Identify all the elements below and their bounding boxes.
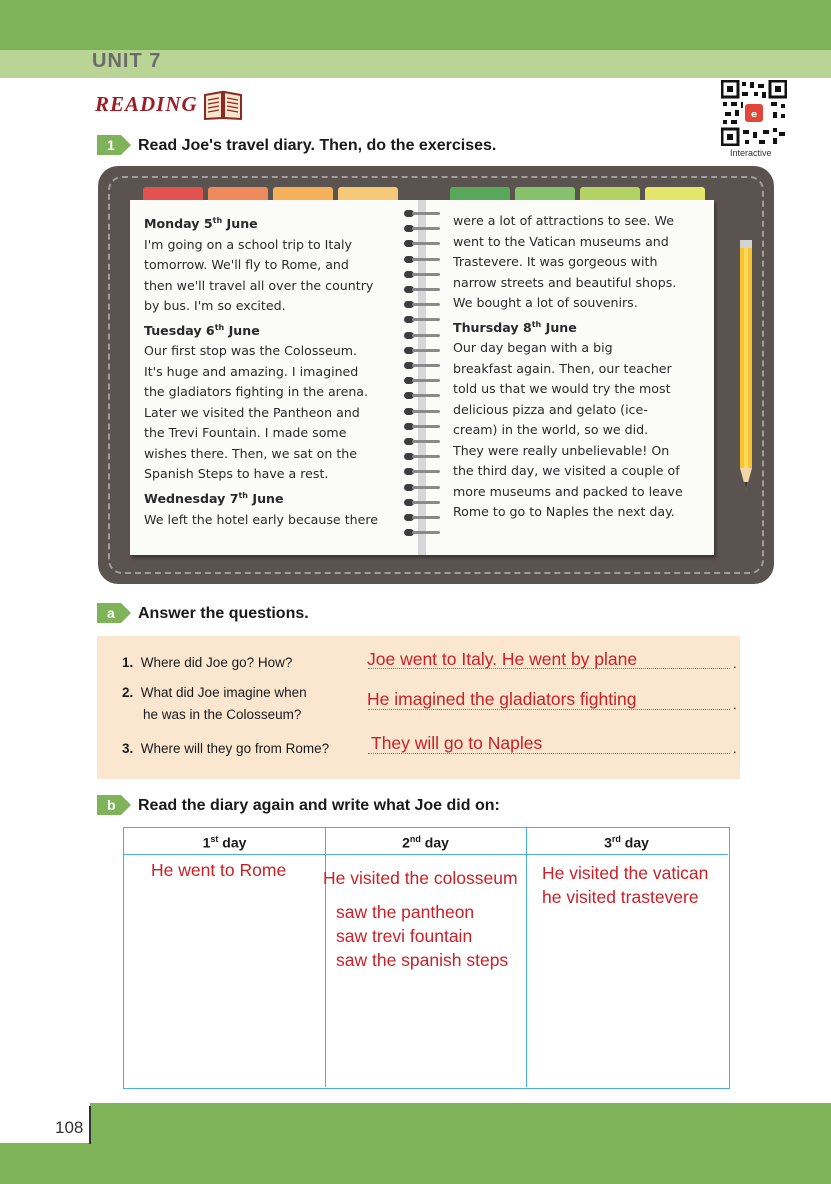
- exercise-letter-badge: a: [97, 603, 121, 623]
- diary-line: breakfast again. Then, our teacher: [453, 360, 672, 376]
- question-2: 2. What did Joe imagine when: [122, 685, 307, 700]
- spiral-ring: [404, 514, 440, 521]
- page-number: 108: [55, 1118, 84, 1137]
- spiral-ring: [404, 438, 440, 445]
- diary-line: more museums and packed to leave: [453, 483, 683, 499]
- diary-line: Our first stop was the Colosseum.: [144, 343, 357, 359]
- table-header-day-2: 2nd day: [402, 834, 449, 851]
- question-1: 1. Where did Joe go? How?: [122, 655, 293, 670]
- diary-line: cream) in the world, so we did.: [453, 422, 649, 438]
- diary-text-left: [144, 211, 406, 530]
- day-2-answer-line-1: saw the pantheon: [336, 902, 475, 922]
- days-table: [123, 827, 730, 1089]
- diary-line: narrow streets and beautiful shops.: [453, 274, 677, 290]
- qr-code-icon[interactable]: [721, 80, 787, 146]
- spiral-ring: [404, 271, 440, 278]
- unit-title: UNIT 7: [92, 50, 162, 72]
- diary-line: delicious pizza and gelato (ice-: [453, 401, 648, 417]
- spiral-ring: [404, 423, 440, 430]
- footer-band: [0, 1103, 831, 1184]
- spiral-ring: [404, 256, 440, 263]
- spiral-ring: [404, 347, 440, 354]
- exercise-a-instruction: Answer the questions.: [138, 605, 309, 622]
- diary-date-heading: Monday 5th June: [144, 216, 258, 232]
- spiral-ring: [404, 377, 440, 384]
- spiral-ring: [404, 408, 440, 415]
- diary-line: I'm going on a school trip to Italy: [144, 236, 352, 252]
- spiral-ring: [404, 210, 440, 217]
- spiral-ring: [404, 453, 440, 460]
- diary-line: wishes there. Then, we sat on the: [144, 445, 358, 461]
- diary-date-heading: Tuesday 6th June: [144, 322, 260, 338]
- diary-line: went to the Vatican museums and: [453, 233, 669, 249]
- spiral-ring: [404, 529, 440, 536]
- diary-line: Spanish Steps to have a rest.: [144, 466, 329, 482]
- diary-line: Rome to go to Naples the next day.: [453, 504, 675, 520]
- diary-line: by bus. I'm so excited.: [144, 298, 286, 314]
- day-3-answer-line-2: he visited trastevere: [542, 887, 699, 907]
- diary-line: We bought a lot of souvenirs.: [453, 295, 638, 310]
- diary-date-heading: Thursday 8th June: [453, 319, 577, 335]
- diary-line: Trastevere. It was gorgeous with: [453, 254, 658, 269]
- day-1-answer: He went to Rome: [151, 860, 287, 880]
- table-header-day-3: 3rd day: [604, 834, 649, 851]
- diary-line: tomorrow. We'll fly to Rome, and: [144, 257, 349, 273]
- diary-line: the third day, we visited a couple of: [453, 463, 680, 479]
- diary-line: the Trevi Fountain. I made some: [144, 425, 347, 441]
- diary-line: We left the hotel early because there: [144, 511, 379, 527]
- diary-line: Later we visited the Pantheon and: [144, 404, 360, 420]
- diary-line: Our day began with a big: [453, 340, 613, 356]
- spiral-ring: [404, 362, 440, 369]
- day-2-answer-line-2: saw trevi fountain: [336, 926, 473, 946]
- question-3: 3. Where will they go from Rome?: [122, 741, 330, 756]
- answer-2: He imagined the gladiators fighting: [367, 689, 637, 709]
- spiral-ring: [404, 225, 440, 232]
- open-book-icon: [203, 89, 243, 121]
- section-title: READING: [95, 92, 198, 116]
- day-2-answer-line-3: saw the spanish steps: [336, 950, 509, 970]
- header-band: [0, 0, 831, 50]
- diary-line: They were really unbelievable! On: [453, 442, 670, 458]
- spiral-ring: [404, 499, 440, 506]
- spiral-ring: [404, 301, 440, 308]
- diary-line: It's huge and amazing. I imagined: [144, 363, 359, 379]
- answer-3: They will go to Naples: [371, 733, 543, 753]
- day-2-answer-first: He visited the colosseum: [323, 868, 518, 888]
- table-header-day-1: 1st day: [202, 834, 247, 851]
- diary-text-right: [453, 211, 708, 523]
- spiral-ring: [404, 484, 440, 491]
- exercise-number-badge: 1: [97, 135, 121, 155]
- spiral-ring: [404, 392, 440, 399]
- spiral-ring: [404, 316, 440, 323]
- answer-1: Joe went to Italy. He went by plane: [367, 649, 638, 669]
- spiral-ring: [404, 468, 440, 475]
- diary-line: told us that we would try the most: [453, 381, 671, 397]
- day-3-answer-line-1: He visited the vatican: [542, 863, 709, 883]
- diary-line: were a lot of attractions to see. We: [453, 213, 674, 228]
- page-number-divider: [89, 1106, 91, 1144]
- pencil-icon: [738, 240, 754, 496]
- question-2-continued: he was in the Colosseum?: [143, 707, 302, 722]
- spiral-ring: [404, 332, 440, 339]
- spiral-ring: [404, 240, 440, 247]
- exercise-letter-badge-b: b: [97, 795, 121, 815]
- exercise-b-instruction: Read the diary again and write what Joe did on:: [138, 797, 500, 814]
- diary-line: then we'll travel all over the country: [144, 277, 374, 293]
- exercise-1-instruction: Read Joe's travel diary. Then, do the exercises.: [138, 137, 497, 154]
- qr-label: Interactive: [730, 148, 772, 158]
- diary-line: the gladiators fighting in the arena.: [144, 384, 369, 400]
- diary-date-heading: Wednesday 7th June: [144, 490, 284, 507]
- svg-text:e: e: [750, 110, 758, 120]
- spiral-ring: [404, 286, 440, 293]
